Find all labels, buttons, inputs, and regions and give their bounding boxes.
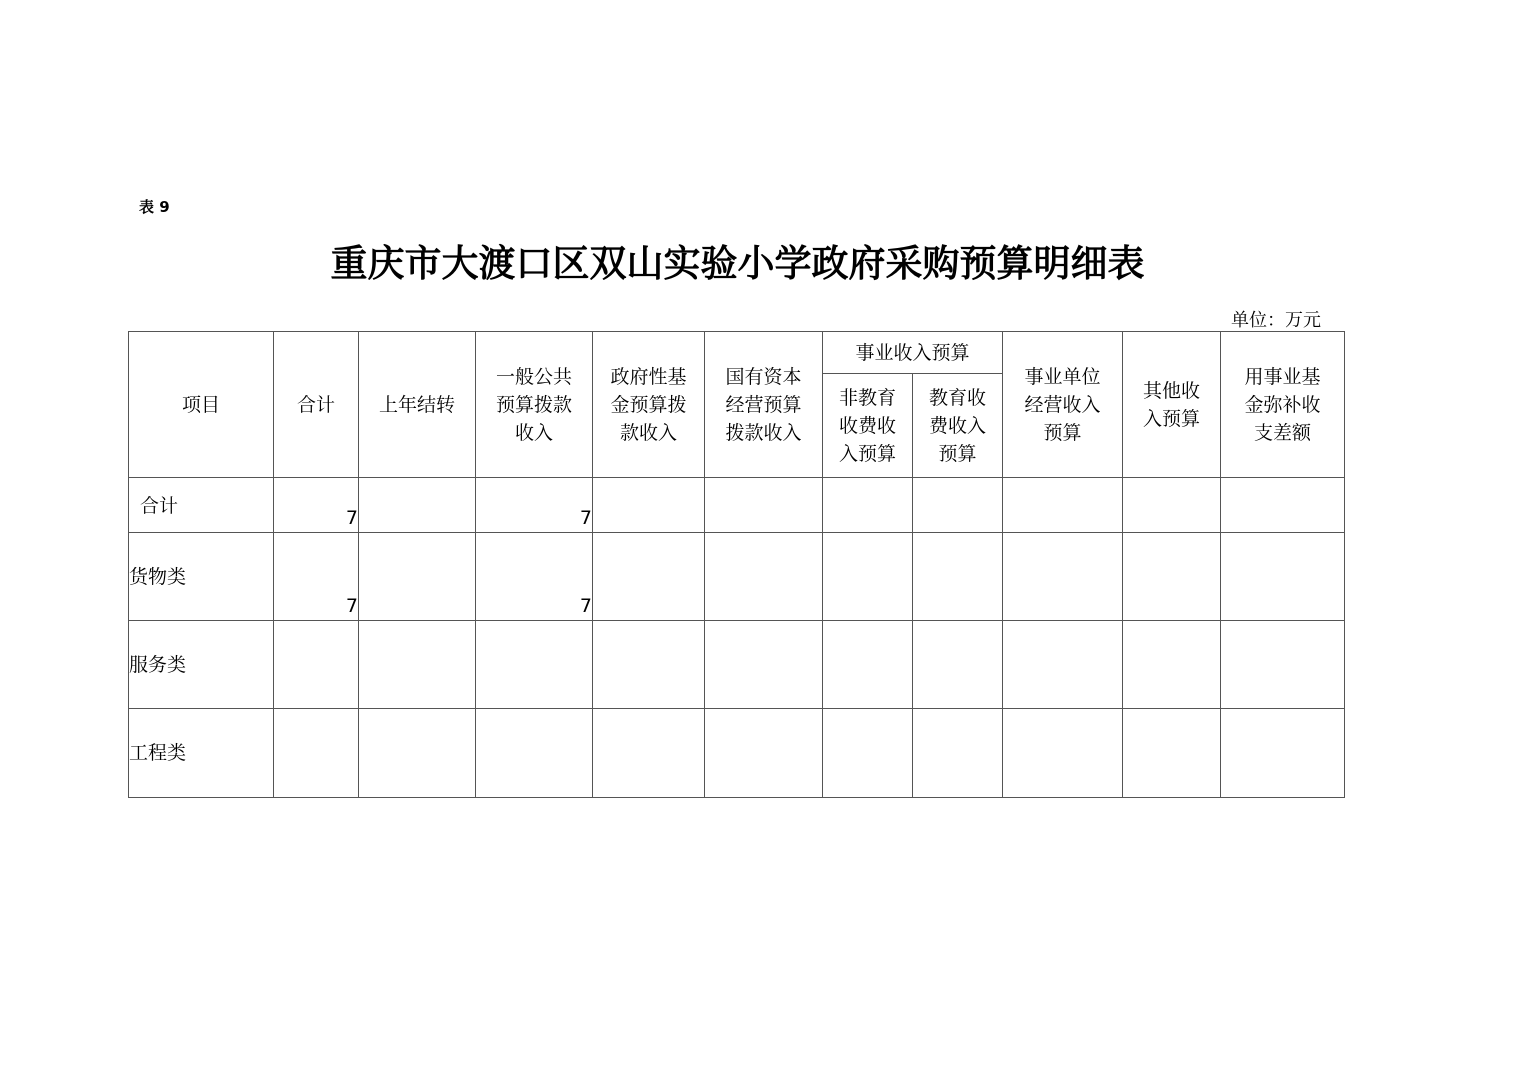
cell-other-income [1123,621,1221,709]
table-number: 表 9 [139,198,170,216]
cell-general-public [476,621,593,709]
header-state-capital [705,332,823,478]
cell-general-public: 7 [476,478,593,533]
cell-non-edu-fee [823,478,913,533]
cell-other-income [1123,709,1221,798]
cell-non-edu-fee [823,621,913,709]
header-career-income: 事业收入预算 [823,332,1003,374]
cell-fund-balance [1221,709,1345,798]
cell-non-edu-fee [823,533,913,621]
cell-unit-operating [1003,478,1123,533]
header-line: 金弥补收 [1244,393,1321,416]
cell-edu-fee [913,621,1003,709]
header-line: 预算 [1043,421,1082,444]
cell-non-edu-fee [823,709,913,798]
row-label: 合计 [129,478,274,533]
header-line: 用事业基 [1244,365,1321,388]
cell-general-public: 7 [476,533,593,621]
header-line: 事业单位 [1024,365,1101,388]
cell-total: 7 [274,533,359,621]
header-line: 预算 [938,442,977,465]
cell-unit-operating [1003,709,1123,798]
header-line: 金预算拨 [610,393,687,416]
cell-gov-fund [593,621,705,709]
header-total: 合计 [274,332,359,478]
header-line: 国有资本 [725,365,802,388]
cell-last-year [359,533,476,621]
header-line: 费收入 [928,414,986,437]
cell-state-capital [705,533,823,621]
cell-other-income [1123,533,1221,621]
header-line: 非教育 [838,386,896,409]
cell-fund-balance [1221,533,1345,621]
cell-last-year [359,478,476,533]
header-line: 入预算 [1142,407,1200,430]
cell-total [274,621,359,709]
cell-total: 7 [274,478,359,533]
header-general-public [476,332,593,478]
header-line: 经营预算 [725,393,802,416]
header-line: 拨款收入 [725,421,802,444]
row-label: 工程类 [129,709,274,798]
page-title: 重庆市大渡口区双山实验小学政府采购预算明细表 [330,242,1145,285]
budget-table [128,331,1345,798]
header-edu-fee [913,374,1003,478]
header-unit-operating [1003,332,1123,478]
cell-edu-fee [913,478,1003,533]
header-other-income [1123,332,1221,478]
cell-state-capital [705,621,823,709]
header-non-edu-fee [823,374,913,478]
header-line: 收费收 [838,414,896,437]
cell-gov-fund [593,478,705,533]
cell-edu-fee [913,533,1003,621]
cell-fund-balance [1221,478,1345,533]
header-line: 入预算 [838,442,896,465]
row-label: 货物类 [129,533,274,621]
header-gov-fund [593,332,705,478]
cell-state-capital [705,478,823,533]
header-line: 款收入 [619,421,677,444]
header-line: 教育收 [928,386,986,409]
table-row-total [129,478,1345,533]
header-line: 一般公共 [495,365,572,388]
cell-last-year [359,621,476,709]
cell-unit-operating [1003,621,1123,709]
header-line: 支差额 [1253,421,1311,444]
header-row-1 [129,332,1345,374]
header-line: 预算拨款 [495,393,572,416]
header-item: 项目 [129,332,274,478]
header-last-year: 上年结转 [359,332,476,478]
cell-other-income [1123,478,1221,533]
table-row-services [129,621,1345,709]
table-row-engineering [129,709,1345,798]
header-line: 收入 [514,421,553,444]
cell-total [274,709,359,798]
cell-unit-operating [1003,533,1123,621]
cell-gov-fund [593,533,705,621]
header-fund-balance [1221,332,1345,478]
header-line: 经营收入 [1024,393,1101,416]
cell-gov-fund [593,709,705,798]
header-line: 政府性基 [610,365,687,388]
header-line: 其他收 [1142,379,1200,402]
cell-edu-fee [913,709,1003,798]
cell-fund-balance [1221,621,1345,709]
cell-state-capital [705,709,823,798]
cell-general-public [476,709,593,798]
table-row-goods [129,533,1345,621]
row-label: 服务类 [129,621,274,709]
cell-last-year [359,709,476,798]
unit-label: 单位：万元 [1231,310,1321,331]
